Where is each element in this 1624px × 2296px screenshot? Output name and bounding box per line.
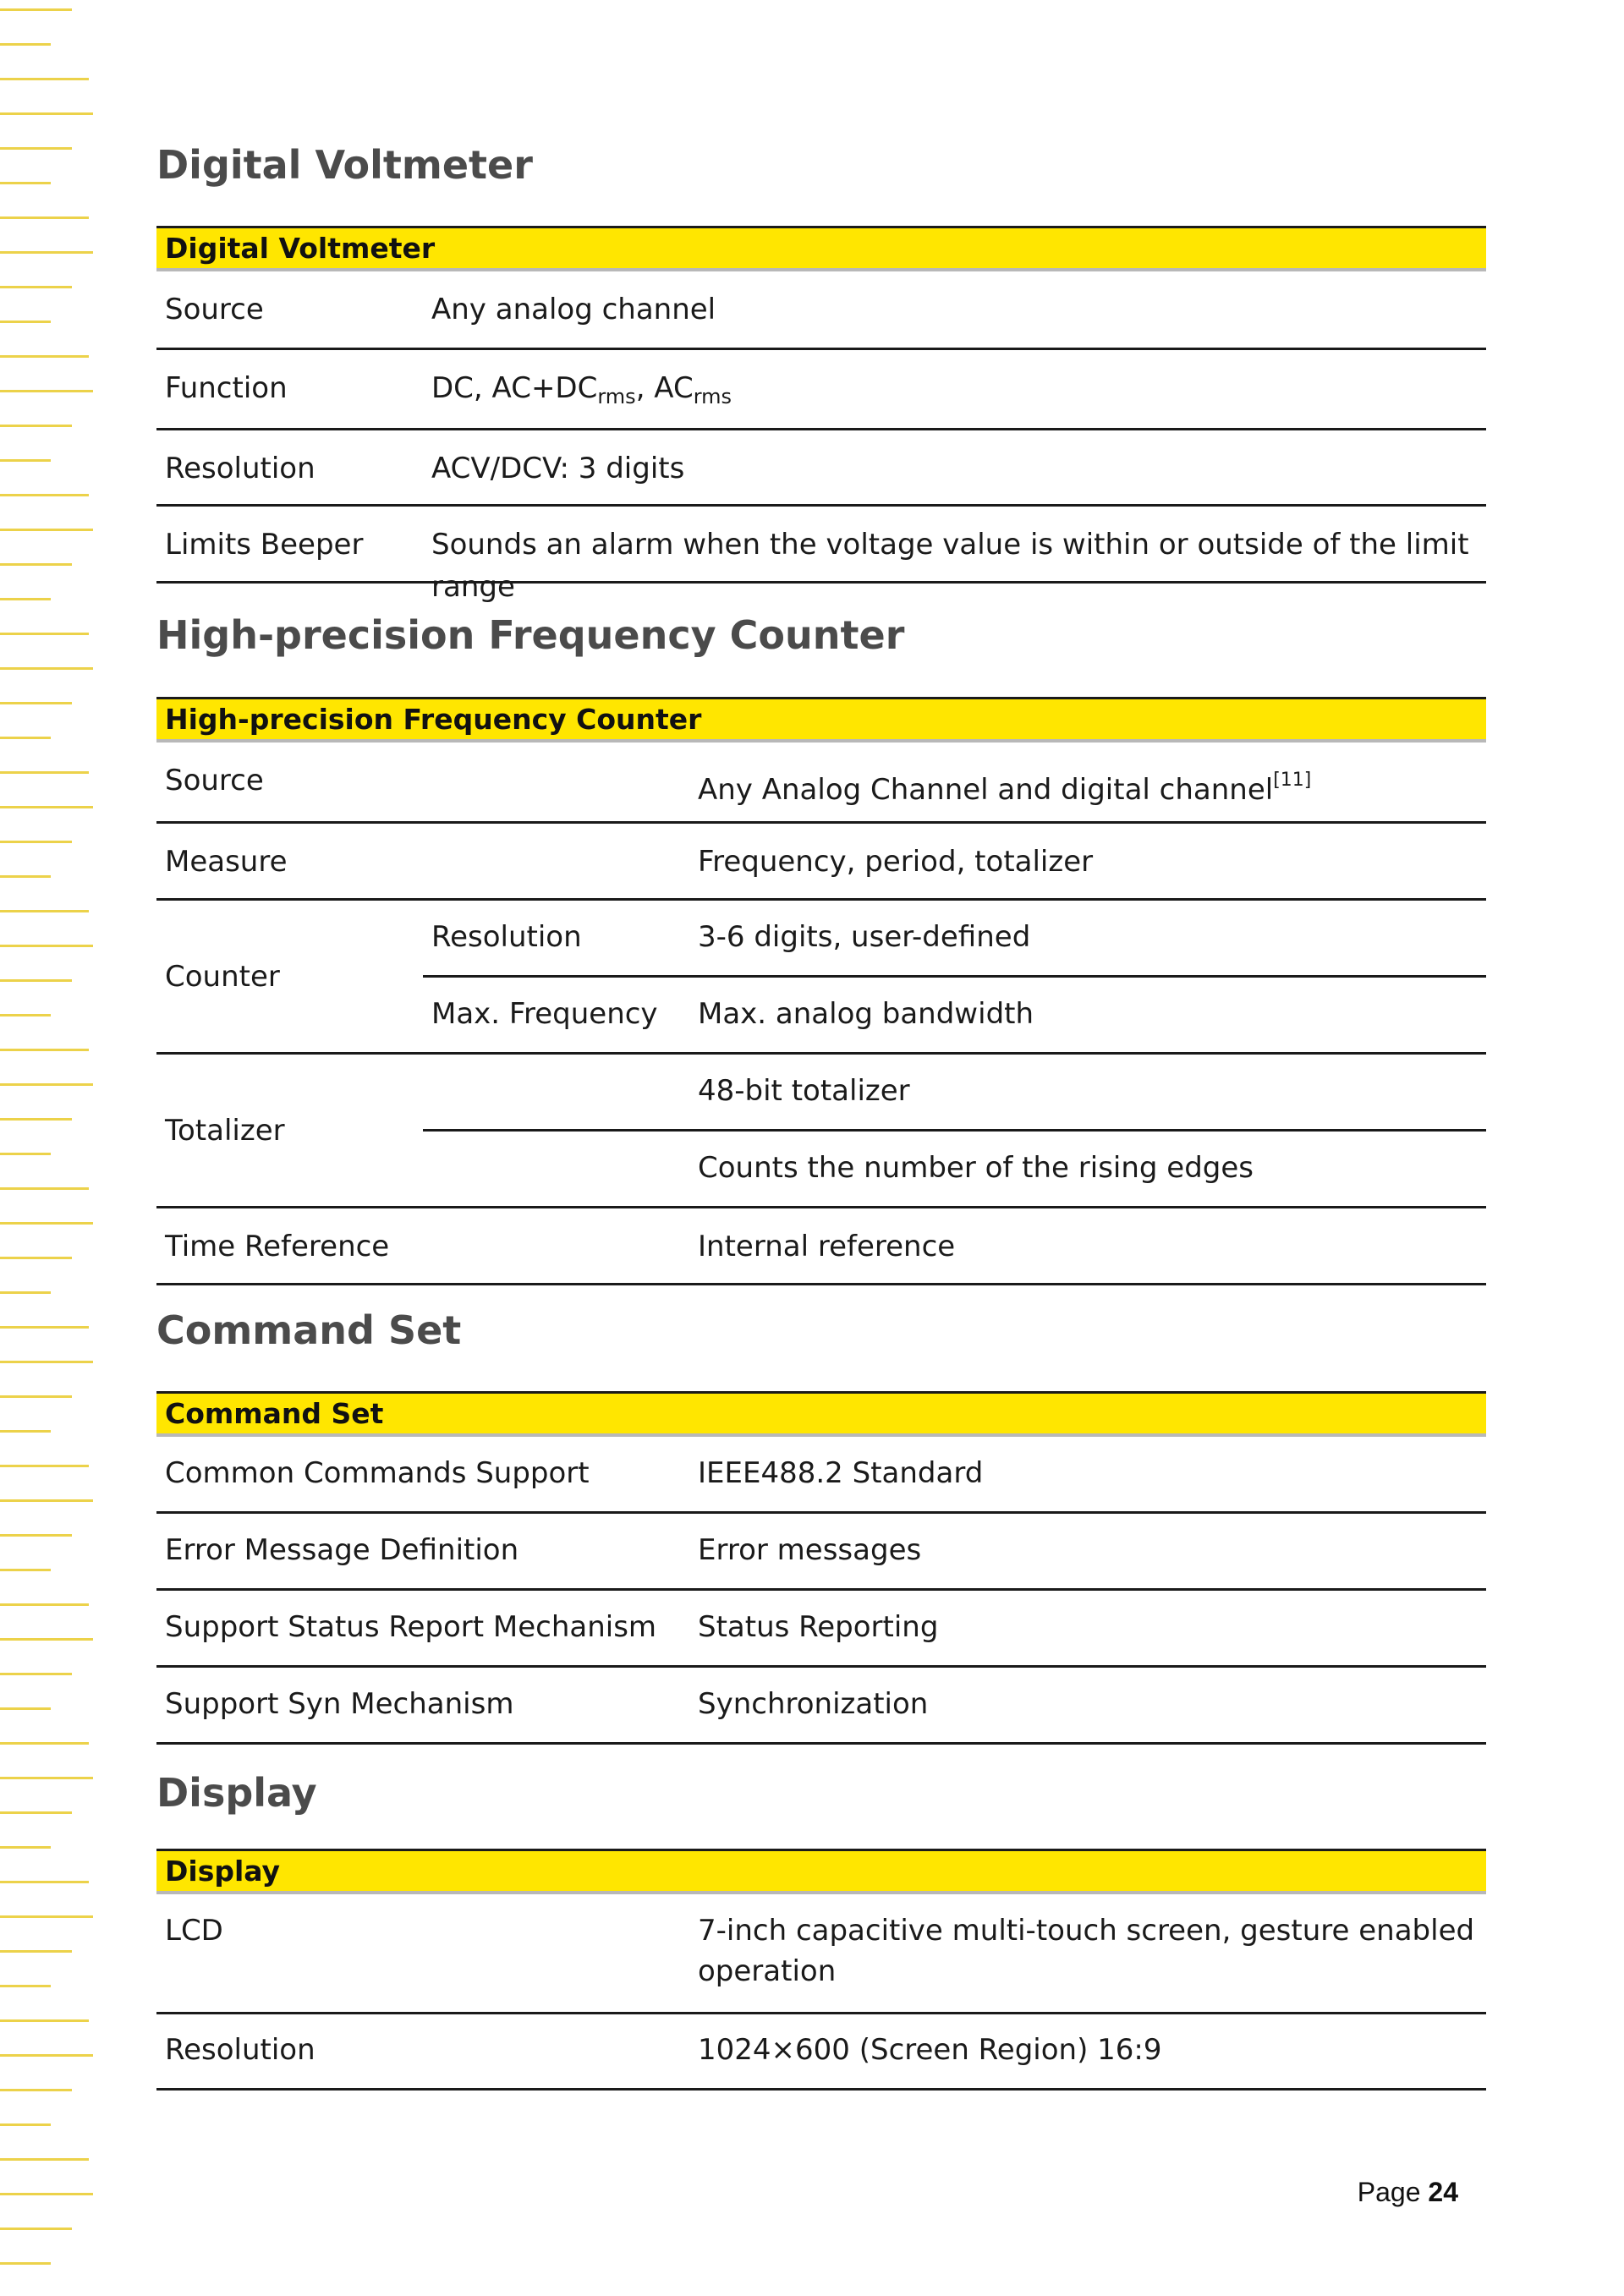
- table-row: [156, 1668, 1486, 1745]
- margin-tick: [0, 2019, 89, 2022]
- margin-tick: [0, 494, 89, 496]
- margin-tick: [0, 737, 51, 739]
- row-label: Resolution: [165, 2033, 315, 2067]
- section-title-display: Display: [156, 1770, 317, 1816]
- margin-tick: [0, 1950, 72, 1953]
- table-row: [156, 1208, 1486, 1285]
- margin-tick: [0, 1083, 93, 1086]
- row-value: ACV/DCV: 3 digits: [431, 452, 685, 485]
- table-row: [156, 824, 1486, 901]
- margin-tick: [0, 771, 89, 774]
- margin-tick: [0, 1707, 51, 1710]
- sub-label: Max. Frequency: [431, 997, 658, 1031]
- margin-tick: [0, 251, 93, 254]
- row-label: Totalizer: [165, 1114, 285, 1148]
- row-label: Function: [165, 371, 288, 405]
- table-row: [156, 271, 1486, 350]
- margin-tick: [0, 1014, 51, 1016]
- margin-tick: [0, 1742, 89, 1745]
- margin-tick: [0, 2054, 93, 2057]
- margin-tick: [0, 425, 72, 427]
- margin-decoration: [0, 0, 97, 2296]
- margin-tick: [0, 945, 93, 947]
- margin-tick: [0, 875, 51, 878]
- margin-tick: [0, 459, 51, 462]
- margin-tick: [0, 979, 72, 982]
- margin-tick: [0, 355, 89, 358]
- table-row: [156, 507, 1486, 604]
- margin-tick: [0, 112, 93, 115]
- page-number: Page 24: [1357, 2177, 1458, 2207]
- row-label: Source: [165, 293, 264, 326]
- margin-tick: [0, 2193, 93, 2195]
- section-title-frequency-counter: High-precision Frequency Counter: [156, 612, 905, 658]
- margin-tick: [0, 1881, 89, 1883]
- sub-divider: [423, 975, 1486, 978]
- margin-tick: [0, 2089, 72, 2091]
- row-value: Max. analog bandwidth: [698, 997, 1034, 1031]
- margin-tick: [0, 1153, 51, 1155]
- display-table: [156, 1849, 1486, 2091]
- row-value: Any analog channel: [431, 293, 716, 326]
- row-label: Error Message Definition: [165, 1533, 519, 1567]
- digital-voltmeter-table: [156, 226, 1486, 604]
- margin-tick: [0, 43, 51, 46]
- table-row: [156, 1591, 1486, 1668]
- margin-tick: [0, 286, 72, 288]
- table-row: [156, 430, 1486, 507]
- margin-tick: [0, 841, 72, 843]
- margin-tick: [0, 182, 51, 184]
- margin-tick: [0, 2123, 51, 2126]
- table-row: [156, 1514, 1486, 1591]
- row-value-line2: operation: [698, 1954, 837, 1988]
- margin-tick: [0, 1326, 89, 1329]
- margin-tick: [0, 1361, 93, 1363]
- row-label: LCD: [165, 1914, 223, 1948]
- row-value: Sounds an alarm when the voltage value is within or outside of the limit range: [431, 528, 1469, 604]
- row-label: Support Syn Mechanism: [165, 1687, 514, 1721]
- margin-tick: [0, 1257, 72, 1259]
- row-value: Synchronization: [698, 1687, 929, 1721]
- table-header: Display: [156, 1849, 1486, 1894]
- row-value-line1: 7-inch capacitive multi-touch screen, gesture enabled: [698, 1914, 1475, 1948]
- table-header: Digital Voltmeter: [156, 226, 1486, 271]
- footnote-ref: [11]: [1273, 770, 1312, 791]
- margin-tick: [0, 1499, 93, 1502]
- table-row: [156, 901, 1486, 1055]
- row-value: Counts the number of the rising edges: [698, 1151, 1254, 1185]
- sub-divider: [423, 1129, 1486, 1132]
- margin-tick: [0, 1430, 51, 1433]
- margin-tick: [0, 702, 72, 704]
- margin-tick: [0, 1222, 93, 1225]
- row-value: 3-6 digits, user-defined: [698, 920, 1031, 954]
- margin-tick: [0, 1777, 93, 1779]
- row-label: Limits Beeper: [165, 528, 364, 562]
- margin-tick: [0, 1569, 51, 1571]
- row-value: DC, $AC+DC_{rms}$, $AC_{rms}$: [431, 371, 732, 408]
- margin-tick: [0, 2158, 89, 2161]
- margin-tick: [0, 1534, 72, 1537]
- margin-tick: [0, 1118, 72, 1121]
- margin-tick: [0, 321, 51, 323]
- table-row: [156, 1894, 1486, 2014]
- table-row: [156, 1055, 1486, 1208]
- table-header: High-precision Frequency Counter: [156, 697, 1486, 743]
- table-row: [156, 1437, 1486, 1514]
- margin-tick: [0, 8, 72, 11]
- margin-tick: [0, 667, 93, 670]
- row-value: Any Analog Channel and digital channel[11]: [698, 770, 1312, 807]
- margin-tick: [0, 1985, 51, 1987]
- margin-tick: [0, 1811, 72, 1814]
- margin-tick: [0, 1049, 89, 1051]
- margin-tick: [0, 910, 89, 912]
- margin-tick: [0, 1846, 51, 1849]
- section-title-command-set: Command Set: [156, 1307, 462, 1353]
- row-value: Frequency, period, totalizer: [698, 845, 1094, 879]
- frequency-counter-table: [156, 697, 1486, 1285]
- row-value: Error messages: [698, 1533, 922, 1567]
- section-title-digital-voltmeter: Digital Voltmeter: [156, 142, 533, 188]
- margin-tick: [0, 1291, 51, 1294]
- row-label: Support Status Report Mechanism: [165, 1610, 657, 1644]
- row-value: 1024×600 (Screen Region) 16:9: [698, 2033, 1162, 2067]
- row-label: Resolution: [165, 452, 315, 485]
- row-value: IEEE488.2 Standard: [698, 1456, 984, 1490]
- margin-tick: [0, 390, 93, 392]
- table-row: [156, 2014, 1486, 2091]
- table-row: [156, 350, 1486, 430]
- row-value: 48-bit totalizer: [698, 1074, 910, 1108]
- margin-tick: [0, 1395, 72, 1398]
- margin-tick: [0, 563, 72, 566]
- sub-label: Resolution: [431, 920, 582, 954]
- margin-tick: [0, 1465, 89, 1467]
- row-label: Counter: [165, 960, 280, 994]
- table-row: [156, 743, 1486, 824]
- table-header: Command Set: [156, 1391, 1486, 1437]
- row-label: Common Commands Support: [165, 1456, 590, 1490]
- row-label: Time Reference: [165, 1230, 390, 1263]
- margin-tick: [0, 78, 89, 80]
- margin-tick: [0, 147, 72, 150]
- margin-tick: [0, 2228, 72, 2230]
- margin-tick: [0, 529, 93, 531]
- row-value: Status Reporting: [698, 1610, 939, 1644]
- margin-tick: [0, 1915, 93, 1918]
- margin-tick: [0, 1187, 89, 1190]
- margin-tick: [0, 1638, 93, 1641]
- margin-tick: [0, 598, 51, 600]
- row-value: Internal reference: [698, 1230, 956, 1263]
- margin-tick: [0, 216, 89, 219]
- margin-tick: [0, 633, 89, 635]
- command-set-table: [156, 1391, 1486, 1745]
- margin-tick: [0, 2262, 51, 2265]
- row-label: Measure: [165, 845, 288, 879]
- margin-tick: [0, 806, 93, 808]
- margin-tick: [0, 1673, 72, 1675]
- margin-tick: [0, 1603, 89, 1606]
- row-label: Source: [165, 764, 264, 797]
